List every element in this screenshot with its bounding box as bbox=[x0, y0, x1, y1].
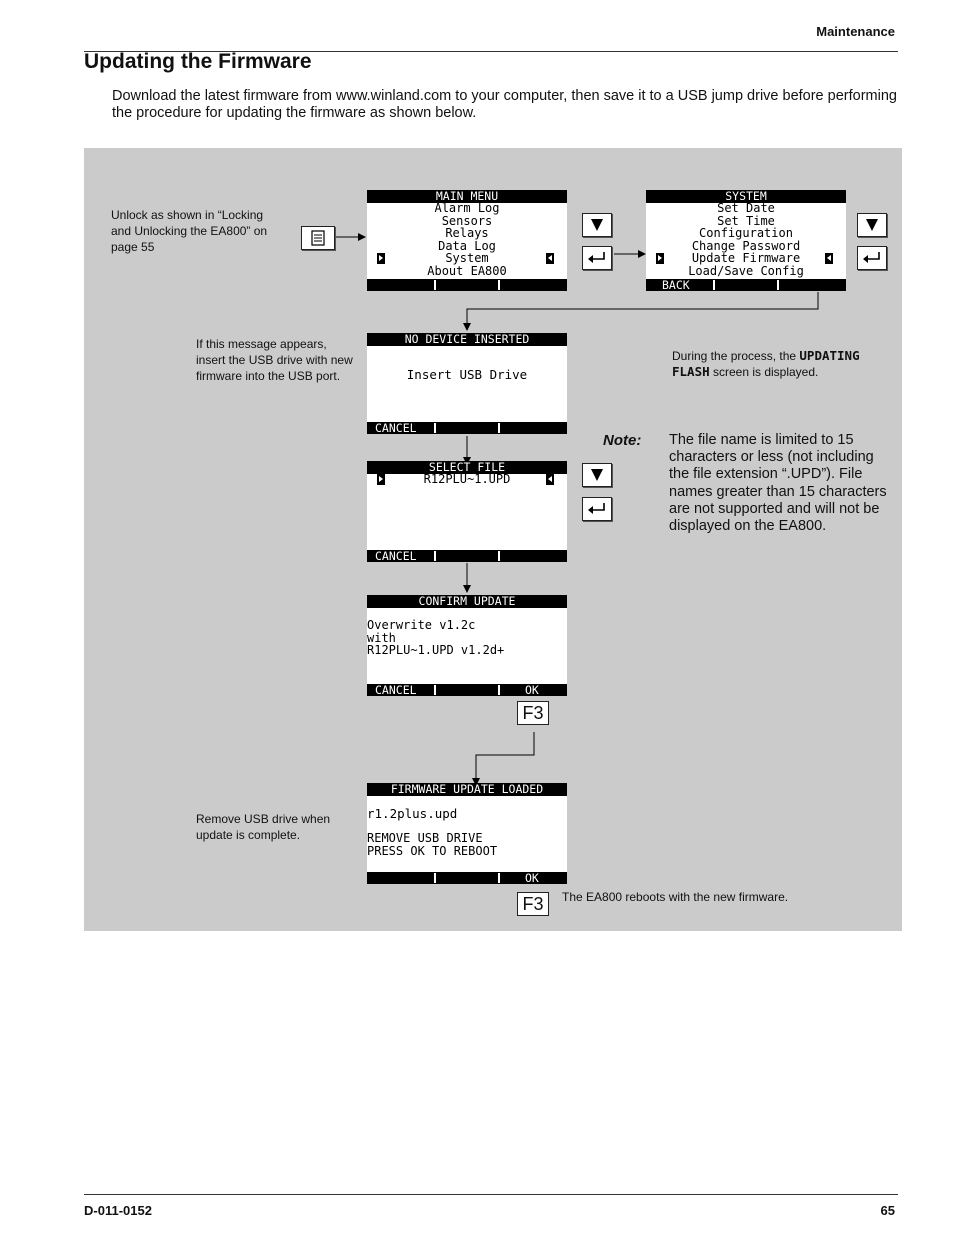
down-key[interactable] bbox=[582, 463, 612, 487]
function-bar bbox=[367, 422, 567, 434]
updating-flash-label: UPDATING FLASH bbox=[672, 348, 860, 379]
loaded-file: r1.2plus.upd bbox=[367, 806, 458, 821]
enter-key[interactable] bbox=[582, 246, 612, 270]
selection-left-arrow-icon bbox=[546, 474, 554, 485]
system-screen bbox=[646, 190, 846, 291]
screen-title: MAIN MENU bbox=[367, 190, 567, 203]
menu-item-selected[interactable]: Update Firmware bbox=[691, 251, 801, 265]
firmware-loaded-screen bbox=[367, 783, 567, 884]
down-arrow-key-icon bbox=[858, 214, 886, 236]
f1-label[interactable]: BACK bbox=[662, 278, 690, 291]
loaded-line: PRESS OK TO REBOOT bbox=[367, 844, 498, 858]
remove-caption: Remove USB drive when update is complete. bbox=[196, 812, 331, 842]
page-title: Updating the Firmware bbox=[84, 50, 312, 73]
note-label: Note: bbox=[603, 432, 642, 449]
note-text: The file name is limited to 15 characters or less (not including the file extension “.UPD”). File names greater than 15 characters are not supported and will not be displayed on the EA800. bbox=[669, 432, 887, 535]
menu-item[interactable]: Sensors bbox=[441, 213, 493, 228]
f3-label[interactable]: OK bbox=[525, 871, 539, 884]
confirm-line: with bbox=[367, 631, 396, 645]
confirm-update-screen bbox=[367, 595, 567, 696]
enter-key[interactable] bbox=[582, 497, 612, 521]
loaded-line: REMOVE USB DRIVE bbox=[367, 831, 483, 845]
screen-title: NO DEVICE INSERTED bbox=[367, 333, 567, 346]
f3-key[interactable]: F3 bbox=[517, 892, 549, 916]
menu-item[interactable]: Relays bbox=[445, 226, 489, 240]
enter-key-icon bbox=[583, 247, 611, 269]
function-bar bbox=[367, 872, 567, 884]
screen-title: SELECT FILE bbox=[367, 461, 567, 474]
section-header: Maintenance bbox=[816, 24, 895, 39]
menu-item-selected[interactable]: System bbox=[445, 251, 489, 265]
enter-key-icon bbox=[583, 498, 611, 520]
menu-key[interactable] bbox=[301, 226, 335, 250]
page-number: 65 bbox=[880, 1203, 895, 1218]
down-arrow-key-icon bbox=[583, 464, 611, 486]
menu-item[interactable]: Data Log bbox=[438, 238, 496, 253]
footer-rule bbox=[84, 1194, 898, 1195]
selection-right-arrow-icon bbox=[377, 253, 385, 264]
insert-usb-message: Insert USB Drive bbox=[406, 367, 528, 382]
function-bar bbox=[367, 684, 567, 696]
f1-label[interactable]: CANCEL bbox=[375, 421, 417, 434]
intro-paragraph: Download the latest firmware from www.winland.com to your computer, then save it to a USB jump drive before performing the procedure for updating the firmware as shown below. bbox=[112, 88, 897, 121]
reboot-caption: The EA800 reboots with the new firmware. bbox=[562, 890, 789, 904]
menu-item[interactable]: Alarm Log bbox=[434, 201, 500, 215]
f3-label[interactable]: OK bbox=[525, 683, 539, 696]
no-device-screen bbox=[367, 333, 567, 434]
f1-label[interactable]: CANCEL bbox=[375, 683, 417, 696]
menu-item[interactable]: Change Password bbox=[691, 238, 801, 253]
doc-number: D-011-0152 bbox=[84, 1203, 152, 1218]
down-arrow-key-icon bbox=[583, 214, 611, 236]
menu-key-icon bbox=[302, 227, 334, 249]
f3-key[interactable]: F3 bbox=[517, 701, 549, 725]
selection-right-arrow-icon bbox=[656, 253, 664, 264]
down-key[interactable] bbox=[857, 213, 887, 237]
enter-key-icon bbox=[858, 247, 886, 269]
confirm-line: Overwrite v1.2c bbox=[367, 618, 476, 632]
menu-item[interactable]: Configuration bbox=[699, 226, 793, 240]
confirm-line: R12PLU~1.UPD v1.2d+ bbox=[367, 643, 505, 657]
screen-title: FIRMWARE UPDATE LOADED bbox=[367, 783, 567, 796]
during-suffix: screen is displayed. bbox=[709, 365, 819, 379]
main-menu-screen bbox=[367, 190, 567, 291]
f1-label[interactable]: CANCEL bbox=[375, 549, 417, 562]
menu-item[interactable]: Set Date bbox=[717, 201, 775, 215]
function-bar bbox=[367, 550, 567, 562]
selection-left-arrow-icon bbox=[825, 253, 833, 264]
menu-item[interactable]: Load/Save Config bbox=[688, 263, 804, 278]
screen-title: SYSTEM bbox=[646, 190, 846, 203]
menu-item[interactable]: Set Time bbox=[717, 213, 775, 228]
selection-left-arrow-icon bbox=[546, 253, 554, 264]
selection-right-arrow-icon bbox=[377, 474, 385, 485]
during-caption bbox=[672, 348, 892, 380]
down-key[interactable] bbox=[582, 213, 612, 237]
message-caption: If this message appears, insert the USB drive with new firmware into the USB port. bbox=[196, 337, 353, 383]
function-bar bbox=[367, 279, 567, 291]
unlock-caption: Unlock as shown in “Locking and Unlocking the EA800” on page 55 bbox=[111, 208, 268, 254]
screen-title: CONFIRM UPDATE bbox=[367, 595, 567, 608]
function-bar bbox=[646, 279, 846, 291]
menu-item[interactable]: About EA800 bbox=[427, 263, 507, 278]
enter-key[interactable] bbox=[857, 246, 887, 270]
select-file-screen bbox=[367, 461, 567, 562]
during-prefix: During the process, the bbox=[672, 349, 800, 363]
file-item-selected[interactable]: R12PLU~1.UPD bbox=[423, 472, 511, 486]
